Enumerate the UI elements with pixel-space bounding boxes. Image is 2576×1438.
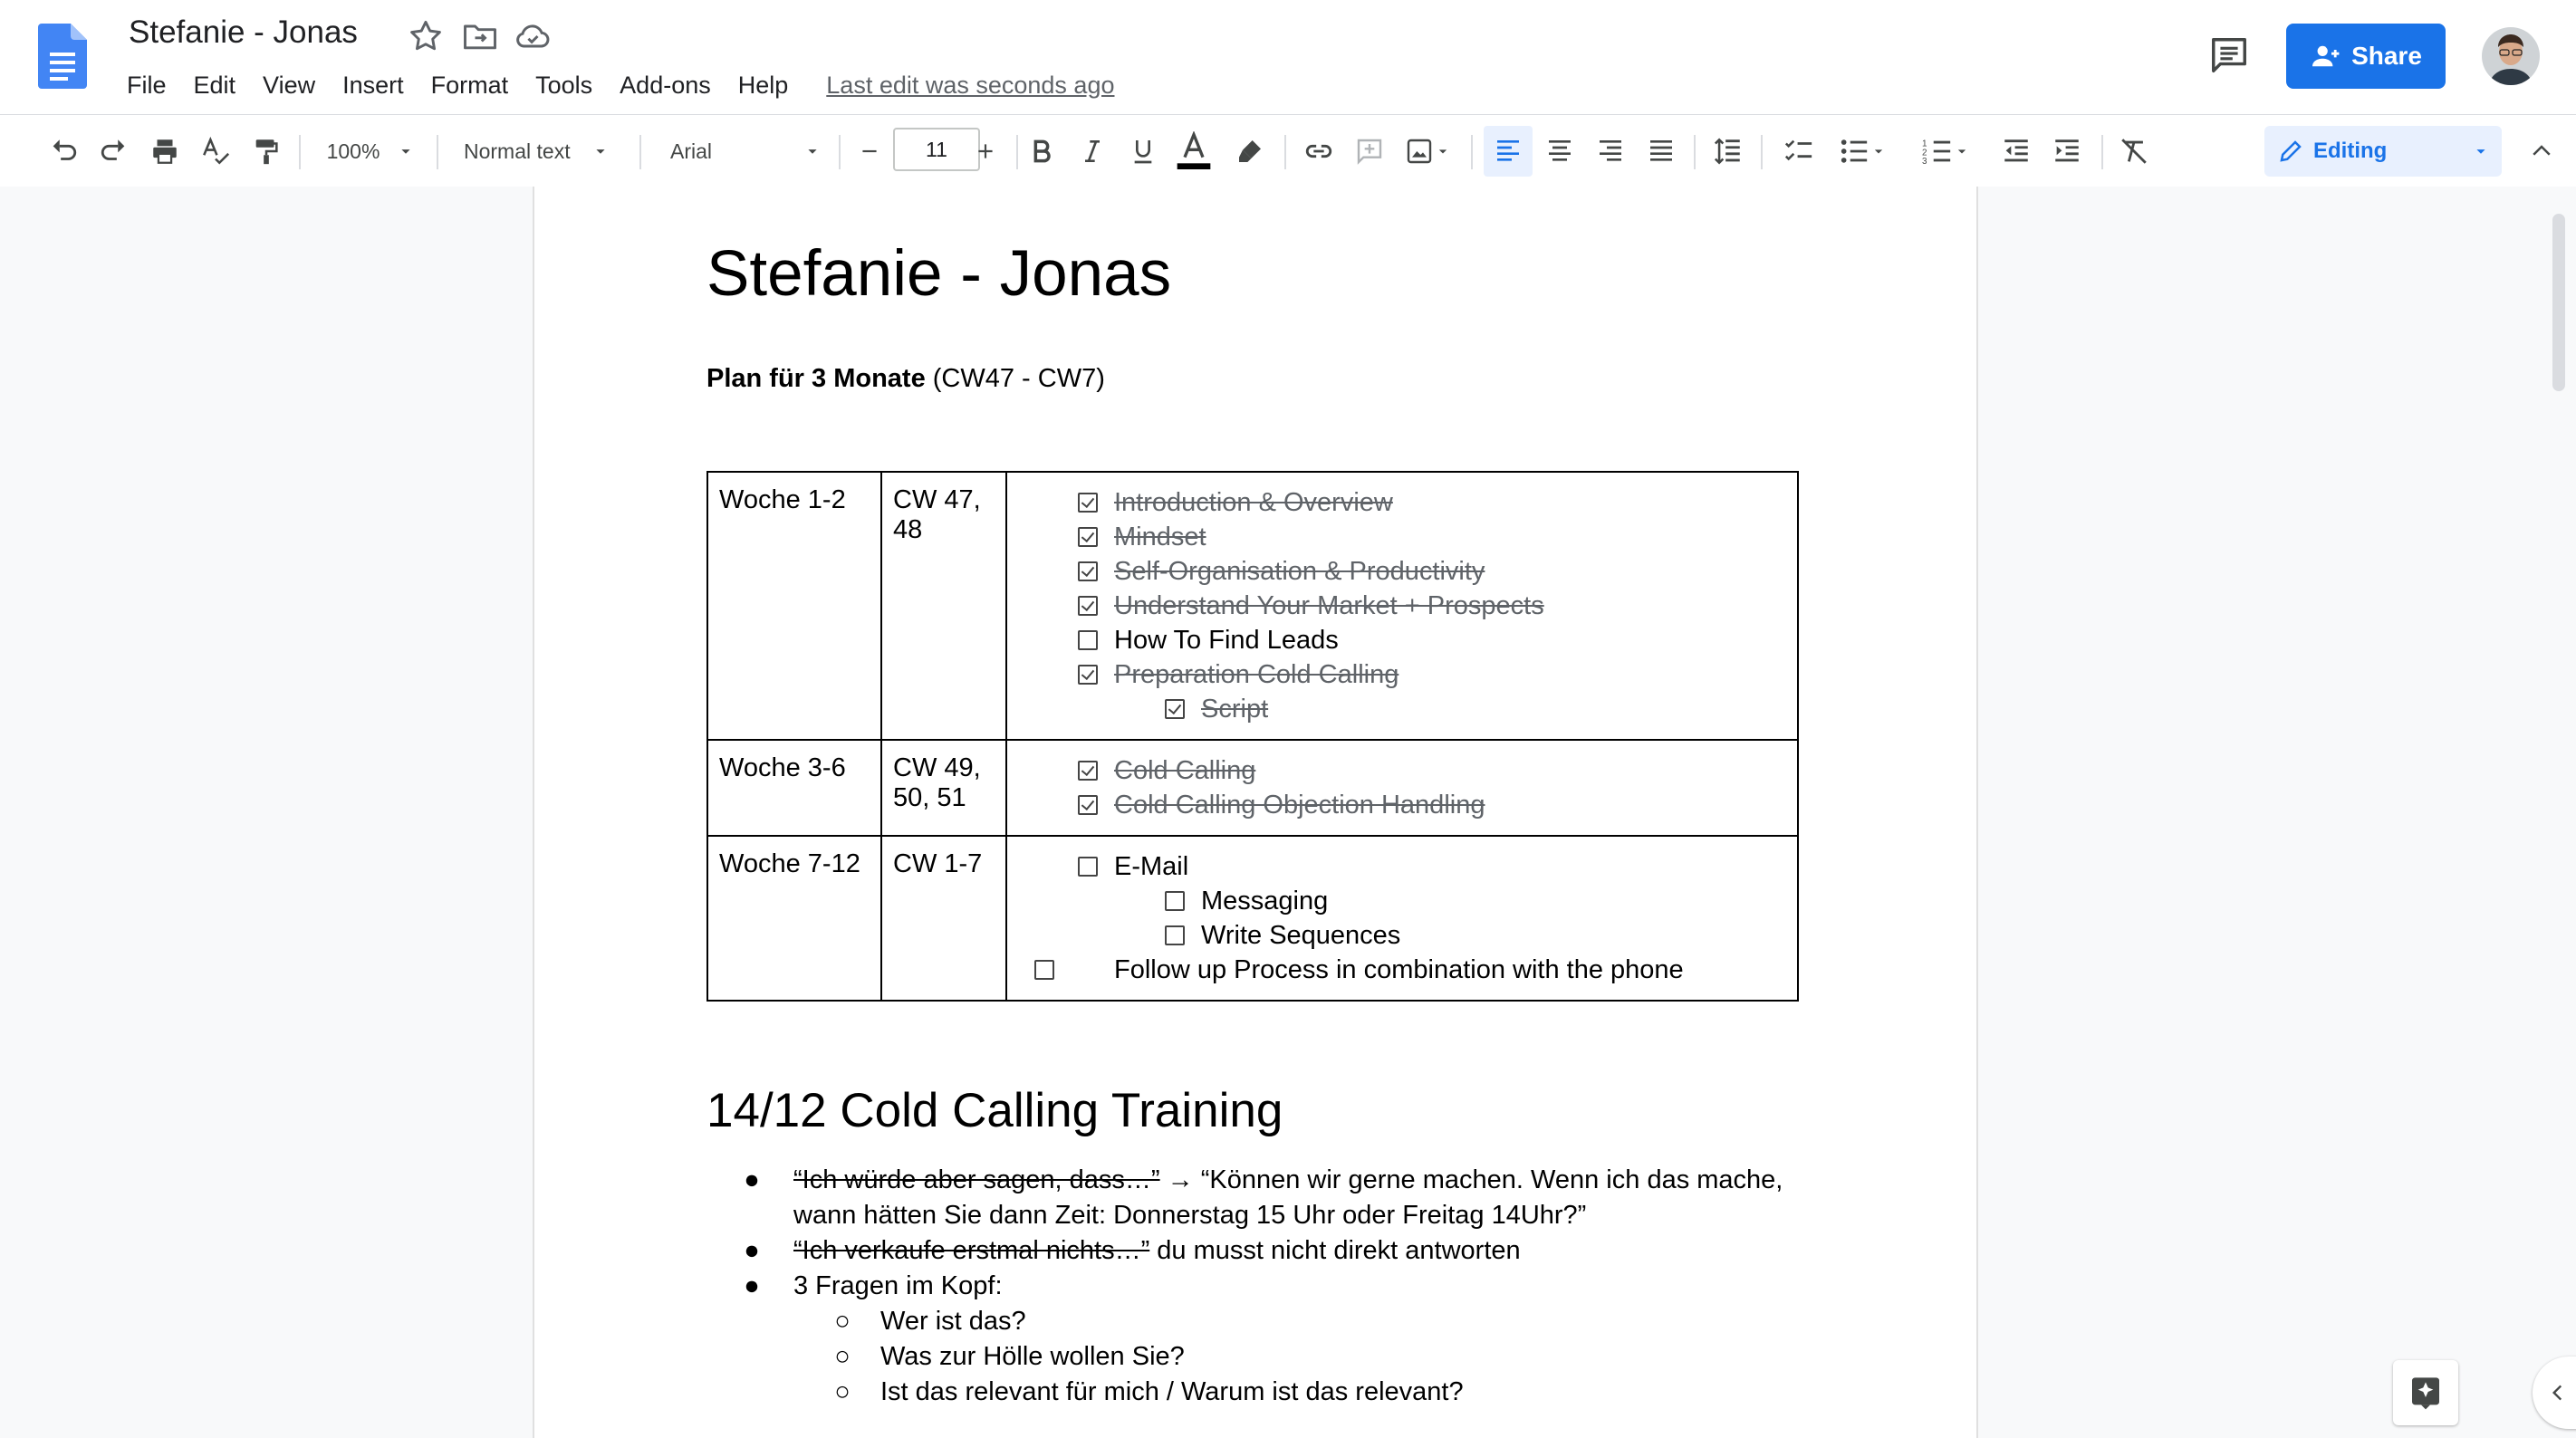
menu-bar: [127, 67, 1114, 103]
checkbox-checked[interactable]: [1165, 699, 1185, 719]
text-color-icon: [1176, 131, 1212, 171]
zoom-select[interactable]: [317, 126, 426, 177]
chevron-down-icon: [1870, 142, 1888, 160]
sub-list-item-text: Ist das relevant für mich / Warum ist das relevant?: [880, 1377, 1464, 1406]
account-avatar[interactable]: [2482, 27, 2540, 85]
sub-list-item-text: Was zur Hölle wollen Sie?: [880, 1342, 1185, 1371]
task-label: Mindset: [1114, 522, 1206, 551]
bullet-dot: ●: [744, 1236, 760, 1265]
task-item: [1018, 485, 1786, 520]
spellcheck-icon: [200, 136, 231, 167]
plus-icon: [974, 139, 997, 163]
insert-image-button[interactable]: [1397, 126, 1460, 177]
minus-icon: [858, 139, 881, 163]
task-label: Preparation Cold Calling: [1114, 659, 1399, 689]
toolbar-divider: [1471, 135, 1473, 169]
bullet-circle: ○: [834, 1342, 851, 1371]
toolbar-divider: [839, 135, 841, 169]
task-item: [1018, 657, 1786, 692]
bold-icon: [1027, 137, 1056, 166]
bold-button[interactable]: [1018, 126, 1065, 177]
move-folder-icon[interactable]: [460, 16, 500, 56]
task-label: Self-Organisation & Productivity: [1114, 556, 1485, 586]
document-title[interactable]: Stefanie - Jonas: [129, 14, 358, 50]
bullet-dot: ●: [744, 1165, 760, 1194]
highlighter-icon: [1235, 137, 1264, 166]
list-item: [743, 1233, 1793, 1269]
week-cell[interactable]: Woche 7-12: [707, 836, 881, 1001]
task-item: [1018, 918, 1786, 953]
chevron-down-icon: [1953, 142, 1971, 160]
bullet-list[interactable]: [743, 1163, 1793, 1410]
bullet-circle: ○: [834, 1307, 851, 1336]
table-row: [707, 836, 1798, 1001]
task-label: Understand Your Market + Prospects: [1114, 590, 1544, 620]
chevron-down-icon: [1434, 142, 1452, 160]
checklist-button[interactable]: [1775, 126, 1822, 177]
document-heading[interactable]: Stefanie - Jonas: [706, 238, 1172, 310]
redo-icon: [99, 136, 130, 167]
line-spacing-button[interactable]: [1705, 126, 1752, 177]
task-item: [1018, 520, 1786, 554]
sub-list-item: [743, 1339, 1793, 1375]
task-item: [1018, 554, 1786, 589]
toolbar-divider: [639, 135, 641, 169]
chevron-up-icon: [2528, 138, 2555, 165]
undo-icon: [48, 136, 79, 167]
toolbar-divider: [1284, 135, 1286, 169]
checkbox-checked[interactable]: [1078, 561, 1098, 581]
tasks-cell[interactable]: [1006, 836, 1798, 1001]
align-right-icon: [1596, 137, 1625, 166]
editing-mode-label: Editing: [2313, 139, 2388, 163]
table-row: [707, 740, 1798, 836]
checkbox-checked[interactable]: [1078, 493, 1098, 513]
menu-insert[interactable]: Insert: [342, 71, 404, 99]
redo-button[interactable]: [91, 126, 138, 177]
chevron-down-icon: [803, 141, 822, 161]
section-heading[interactable]: 14/12 Cold Calling Training: [706, 1084, 1283, 1137]
task-label: How To Find Leads: [1114, 625, 1339, 655]
checkbox-unchecked[interactable]: [1034, 960, 1054, 980]
last-edit-link[interactable]: Last edit was seconds ago: [826, 71, 1115, 99]
task-item: [1018, 849, 1786, 884]
task-label: Messaging: [1201, 886, 1329, 916]
task-item: [1018, 589, 1786, 623]
image-icon: [1405, 137, 1434, 166]
task-item: [1018, 884, 1786, 918]
checkbox-checked[interactable]: [1078, 795, 1098, 815]
tasks-cell[interactable]: [1006, 740, 1798, 836]
checkbox-unchecked[interactable]: [1078, 630, 1098, 650]
task-item: [1018, 753, 1786, 788]
sub-list-item-text: Wer ist das?: [880, 1307, 1026, 1336]
zoom-value: 100%: [326, 139, 380, 163]
decrease-font-size-button[interactable]: [848, 126, 891, 177]
italic-button[interactable]: [1069, 126, 1116, 177]
chevron-left-icon: [2546, 1381, 2570, 1404]
text-color-button[interactable]: [1170, 126, 1217, 177]
numbered-list-button[interactable]: [1913, 126, 1980, 177]
task-label: Write Sequences: [1201, 920, 1401, 950]
task-label: Follow up Process in combination with the phone: [1114, 954, 1684, 984]
toolbar-divider: [1761, 135, 1763, 169]
checklist-icon: [1783, 136, 1814, 167]
bullet-dot: ●: [744, 1271, 760, 1300]
line-spacing-icon: [1713, 136, 1744, 167]
struck-quote: “Ich würde aber sagen, dass…”: [793, 1165, 1160, 1194]
paragraph-style-select[interactable]: [453, 126, 641, 177]
cw-cell[interactable]: CW 1-7: [881, 836, 1006, 1001]
numbered-list-icon: [1922, 136, 1953, 167]
underline-button[interactable]: [1120, 126, 1167, 177]
explore-button[interactable]: [2393, 1360, 2458, 1425]
print-icon: [149, 136, 180, 167]
share-label: Share: [2351, 42, 2422, 70]
plan-subtitle-rest: (CW47 - CW7): [925, 364, 1105, 393]
align-left-icon: [1494, 137, 1523, 166]
task-label: Script: [1201, 694, 1269, 724]
chevron-down-icon: [2471, 141, 2491, 161]
vertical-scrollbar[interactable]: [2552, 214, 2565, 391]
menu-addons[interactable]: Add-ons: [620, 71, 711, 99]
link-icon: [1303, 136, 1334, 167]
add-comment-button[interactable]: [1346, 126, 1393, 177]
list-item: [743, 1269, 1793, 1304]
menu-file[interactable]: File: [127, 71, 167, 99]
week-cell[interactable]: Woche 1-2: [707, 472, 881, 740]
increase-indent-button[interactable]: [2043, 126, 2091, 177]
print-button[interactable]: [141, 126, 188, 177]
menu-view[interactable]: View: [263, 71, 316, 99]
cw-cell[interactable]: CW 49, 50, 51: [881, 740, 1006, 836]
insert-link-button[interactable]: [1295, 126, 1342, 177]
align-right-button[interactable]: [1587, 126, 1634, 177]
toolbar-divider: [2101, 135, 2103, 169]
table-row: [707, 472, 1798, 740]
font-value: Arial: [670, 139, 713, 163]
align-left-button[interactable]: [1484, 126, 1533, 177]
formatting-toolbar: [0, 114, 2576, 188]
list-item-text: 3 Fragen im Kopf:: [793, 1271, 1003, 1300]
plan-subtitle-bold: Plan für 3 Monate: [706, 364, 926, 393]
title-bar: [0, 0, 2576, 114]
decrease-indent-icon: [2001, 136, 2032, 167]
menu-format[interactable]: Format: [430, 71, 509, 99]
tasks-cell[interactable]: [1006, 472, 1798, 740]
week-cell[interactable]: Woche 3-6: [707, 740, 881, 836]
list-item-text: → “Können wir gerne machen. Wenn ich das mache, wann hätten Sie dann Zeit: Donnerstag 15 Uhr oder Freitag 14Uhr?”: [793, 1165, 1783, 1230]
cloud-saved-icon[interactable]: [513, 16, 553, 56]
editing-mode-select[interactable]: [2264, 126, 2502, 177]
list-item-text: du musst nicht direkt antworten: [1149, 1236, 1521, 1265]
clear-formatting-button[interactable]: [2110, 126, 2158, 177]
sub-list-item: [743, 1304, 1793, 1339]
add-comment-icon: [1355, 137, 1384, 166]
paint-format-icon: [251, 136, 282, 167]
toolbar-divider: [1694, 135, 1696, 169]
task-item: [1018, 788, 1786, 822]
align-center-button[interactable]: [1536, 126, 1583, 177]
comment-history-icon[interactable]: [2206, 34, 2252, 76]
checkbox-checked[interactable]: [1078, 665, 1098, 685]
task-label: Cold Calling: [1114, 755, 1256, 785]
plan-subtitle[interactable]: [706, 364, 1105, 394]
toolbar-divider: [299, 135, 301, 169]
justify-button[interactable]: [1638, 126, 1685, 177]
menu-edit[interactable]: Edit: [193, 71, 236, 99]
checkbox-unchecked[interactable]: [1078, 857, 1098, 877]
style-value: Normal text: [464, 139, 571, 163]
toolbar-divider: [437, 135, 438, 169]
increase-font-size-button[interactable]: [964, 126, 1007, 177]
explore-sparkle-icon: [2408, 1375, 2444, 1411]
svg-text:2: 2: [1922, 148, 1927, 158]
italic-icon: [1078, 137, 1107, 166]
align-center-icon: [1545, 137, 1574, 166]
svg-text:1: 1: [1922, 139, 1927, 149]
checkbox-checked[interactable]: [1078, 761, 1098, 781]
underline-icon: [1129, 137, 1158, 166]
task-label: Cold Calling Objection Handling: [1114, 790, 1485, 820]
checkbox-unchecked[interactable]: [1165, 891, 1185, 911]
undo-button[interactable]: [40, 126, 87, 177]
task-item: [1018, 692, 1786, 726]
spelling-check-button[interactable]: [192, 126, 239, 177]
task-item: [1018, 623, 1786, 657]
share-button[interactable]: [2286, 24, 2446, 89]
star-icon[interactable]: [406, 16, 446, 56]
task-label: Introduction & Overview: [1114, 487, 1393, 517]
checkbox-checked[interactable]: [1078, 596, 1098, 616]
font-size-input[interactable]: 11: [893, 128, 980, 171]
font-family-select[interactable]: [656, 126, 848, 177]
pencil-icon: [2277, 138, 2304, 165]
bulleted-list-button[interactable]: [1830, 126, 1897, 177]
bullet-circle: ○: [834, 1377, 851, 1406]
justify-icon: [1647, 137, 1676, 166]
task-label: E-Mail: [1114, 851, 1189, 881]
plan-table[interactable]: [706, 471, 1799, 1002]
checkbox-unchecked[interactable]: [1165, 925, 1185, 945]
struck-quote: “Ich verkaufe erstmal nichts…”: [793, 1236, 1150, 1265]
google-docs-logo-icon[interactable]: [38, 24, 87, 89]
chevron-down-icon: [591, 141, 610, 161]
svg-text:3: 3: [1922, 157, 1927, 167]
menu-help[interactable]: Help: [737, 71, 789, 99]
clear-formatting-icon: [2119, 136, 2149, 167]
list-item: [743, 1163, 1793, 1233]
bulleted-list-icon: [1839, 136, 1870, 167]
menu-tools[interactable]: Tools: [535, 71, 593, 99]
highlight-color-button[interactable]: [1226, 126, 1274, 177]
checkbox-checked[interactable]: [1078, 527, 1098, 547]
paint-format-button[interactable]: [243, 126, 290, 177]
hide-menus-button[interactable]: [2518, 126, 2565, 177]
decrease-indent-button[interactable]: [1993, 126, 2040, 177]
sub-list-item: [743, 1375, 1793, 1410]
task-item: [1018, 953, 1786, 987]
cw-cell[interactable]: CW 47, 48: [881, 472, 1006, 740]
chevron-down-icon: [396, 141, 416, 161]
person-add-icon: [2310, 43, 2341, 69]
increase-indent-icon: [2052, 136, 2082, 167]
